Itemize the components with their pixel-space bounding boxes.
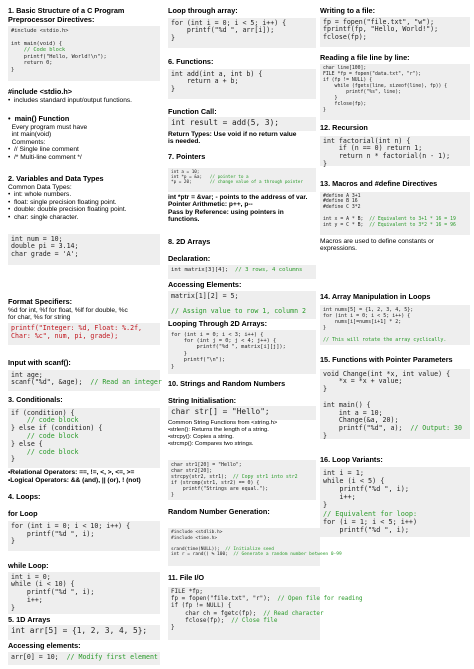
code-block: #define A 3+1 #define B 16 #define C 3*2 int x = A * B; // Equivalent to 3+1 * 16 = 19 int y = C * B; // Equivalent to 3*2 * 16 = 96 bbox=[320, 192, 470, 235]
code-block: int i = 0; while (i < 10) { printf("%d ", i); i++; } bbox=[8, 572, 160, 614]
section-accessing-2d bbox=[168, 281, 316, 319]
section-string-example bbox=[168, 460, 316, 500]
section-recursion bbox=[320, 124, 470, 166]
section-reading-file bbox=[320, 54, 470, 120]
heading: 6. Functions: bbox=[168, 57, 214, 66]
code-block: char str[] = "Hello"; bbox=[168, 406, 316, 420]
section-functions bbox=[168, 58, 316, 99]
text: Return Types: Use void if no return value is needed. bbox=[168, 130, 297, 146]
section-format-specifiers bbox=[8, 298, 160, 345]
section-operators bbox=[8, 469, 160, 484]
code-block: FILE *fp; fp = fopen("file.txt", "r"); // Open file for reading if (fp != NULL) { char ch = fgetc(fp); // Read character fclose(fp); // Close file } bbox=[168, 587, 320, 640]
code-block: for (int i = 0; i < 10; i++) { printf("%d ", i); } bbox=[8, 521, 160, 551]
text: • includes standard input/output functions. bbox=[8, 96, 133, 104]
code-block: int a = 10; int *p = &a; // pointer to a *p = 20; // change value of a through pointer bbox=[168, 168, 316, 192]
code-block: #include <stdio.h> int main(void) { // Code block printf("Hello, World!\n"); return 0; } bbox=[8, 26, 160, 81]
heading: Random Number Generation: bbox=[168, 507, 270, 516]
heading: 5. 1D Arrays bbox=[8, 615, 51, 624]
heading: #include <stdio.h> bbox=[8, 87, 73, 96]
code-block: char line[100]; FILE *fp = fopen("data.txt", "r"); if (fp != NULL) { while (fgets(line, sizeof(line), fp)) { printf("%s", line); } fclose(fp); } bbox=[320, 64, 470, 120]
code-block: int arr[5] = {1, 2, 3, 4, 5}; bbox=[8, 625, 160, 640]
heading: 13. Macros and #define Directives bbox=[320, 179, 438, 188]
section-macros bbox=[320, 180, 470, 253]
heading: Function Call: bbox=[168, 107, 217, 116]
code-block: #include <stdlib.h> #include <time.h> srand(time(NULL)); // Initialize seed int r = rand() % 100; // Generate a random number between 0-99 bbox=[168, 528, 320, 566]
section-variables bbox=[8, 175, 160, 265]
section-random-code bbox=[168, 528, 342, 566]
heading: 4. Loops: for Loop bbox=[8, 492, 41, 519]
section-looping-2d bbox=[168, 320, 316, 374]
code-block: int i = 1; while (i < 5) { printf("%d ", i); i++; } // Equivalent for loop: for (i = 1; i < 5; i++) printf("%d ", i); bbox=[320, 467, 470, 537]
heading: Input with scanf(): bbox=[8, 358, 71, 367]
code-block: int factorial(int n) { if (n == 0) return 1; return n * factorial(n - 1); } bbox=[320, 136, 470, 166]
text: %d for int, %f for float, %lf for double, %c for char, %s for string bbox=[8, 306, 128, 322]
section-loops bbox=[8, 493, 160, 551]
code-block: int age; scanf("%d", &age); // Read an integer bbox=[8, 370, 160, 391]
code-block: printf("Integer: %d, Float: %.2f, Char: %c", num, pi, grade); bbox=[8, 323, 160, 345]
heading: 3. Conditionals: bbox=[8, 395, 63, 404]
section-loop-array bbox=[168, 7, 316, 48]
code-block: fp = fopen("file.txt", "w"); fprintf(fp, "Hello, World!"); fclose(fp); bbox=[320, 17, 470, 47]
text: int *ptr = &var; - points to the address of var. Pointer Arithmetic: p++, p-- Pass by Reference: using pointers in functions. bbox=[168, 193, 308, 224]
code-block: int matrix[3][4]; // 3 rows, 4 columns bbox=[168, 265, 316, 279]
heading: Writing to a file: bbox=[320, 6, 375, 15]
section-while-loop bbox=[8, 562, 160, 614]
heading: • main() Function bbox=[8, 114, 70, 123]
heading: 16. Loop Variants: bbox=[320, 455, 383, 464]
code-block: for (int i = 0; i < 3; i++) { for (int j = 0; j < 4; j++) { printf("%d ", matrix[i][j]); } printf("\n"); } bbox=[168, 330, 316, 374]
code-block: int num = 10; double pi = 3.14; char grade = 'A'; bbox=[8, 234, 160, 265]
heading: while Loop: bbox=[8, 561, 49, 570]
section-1d-arrays bbox=[8, 616, 160, 640]
section-array-manipulation bbox=[320, 293, 470, 345]
code-block: int result = add(5, 3); bbox=[168, 117, 316, 131]
heading: Accessing elements: bbox=[8, 641, 81, 650]
text: •Relational Operators: ==, !=, <, >, <=, >= •Logical Operators: && (and), || (or), ! (not) bbox=[8, 469, 141, 484]
heading: 15. Functions with Pointer Parameters bbox=[320, 355, 453, 364]
heading: Format Specifiers: bbox=[8, 297, 73, 306]
text: Macros are used to define constants or expressions. bbox=[320, 237, 434, 253]
heading: 7. Pointers bbox=[168, 152, 206, 161]
heading: 14. Array Manipulation in Loops bbox=[320, 292, 431, 301]
section-file-io bbox=[168, 574, 316, 583]
heading: Looping Through 2D Arrays: bbox=[168, 319, 268, 328]
section-random bbox=[168, 508, 320, 517]
heading: Loop through array: bbox=[168, 6, 238, 15]
heading: 11. File I/O bbox=[168, 573, 205, 582]
code-block: if (condition) { // code block } else if (condition) { // code block } else { // code block } bbox=[8, 408, 160, 468]
section-function-call bbox=[168, 108, 316, 146]
section-conditionals bbox=[8, 396, 160, 468]
section-file-io-code bbox=[168, 587, 363, 640]
heading: Accessing Elements: bbox=[168, 280, 242, 289]
code-block: int add(int a, int b) { return a + b; } bbox=[168, 69, 316, 99]
code-block: char str1[20] = "Hello"; char str2[20]; strcpy(str2, str1); // Copy str1 into str2 if (strcmp(str1, str2) == 0) { printf("Strings are equal."); } bbox=[168, 460, 316, 500]
code-block: int nums[5] = {1, 2, 3, 4, 5}; for (int i = 0; i < 5; i++) { nums[i]=nums[i+1] * 2; } // This will rotate the array cyclically. bbox=[320, 305, 470, 345]
section-strings bbox=[168, 380, 316, 448]
section-loop-variants bbox=[320, 456, 470, 537]
section-scanf bbox=[8, 359, 160, 391]
code-block: void Change(int *x, int value) { *x = *x + value; } int main() { int a = 10; Change(&a, 20); printf("%d", a); // Output: 30 } bbox=[320, 369, 470, 439]
code-block: for (int i = 0; i < 5; i++) { printf("%d ", arr[i]); } bbox=[168, 18, 316, 48]
code-block: arr[0] = 10; // Modify first element bbox=[8, 652, 160, 665]
heading: 1. Basic Structure of a C Program Preprocessor Directives: bbox=[8, 6, 125, 24]
heading: 2. Variables and Data Types bbox=[8, 174, 104, 183]
text: Common Data Types: • int: whole numbers. • float: single precision floating point. • double: double precision floating point. • char: single character. bbox=[8, 183, 127, 221]
heading: 12. Recursion bbox=[320, 123, 368, 132]
code-block: matrix[1][2] = 5; // Assign value to row 1, column 2 bbox=[168, 291, 316, 319]
section-main-function bbox=[8, 115, 160, 162]
section-accessing-elements bbox=[8, 642, 160, 665]
section-basic-structure bbox=[8, 7, 160, 81]
text: Common String Functions from <string.h> •strlen(): Returns the length of a string. •strcpy(): Copies a string. •strcmp(): Compares two strings. bbox=[168, 419, 278, 447]
section-2d-arrays bbox=[168, 238, 316, 279]
section-pointer-params bbox=[320, 356, 470, 439]
text: Every program must have int main(void) Comments: • // Single line comment • /* Multi-line comment */ bbox=[8, 123, 88, 161]
heading: 10. Strings and Random Numbers String Initialisation: bbox=[168, 379, 286, 406]
heading: Reading a file line by line: bbox=[320, 53, 410, 62]
heading: 8. 2D Arrays Declaration: bbox=[168, 237, 211, 264]
section-pointers bbox=[168, 153, 316, 224]
section-writing-file bbox=[320, 7, 470, 47]
section-include bbox=[8, 88, 160, 104]
